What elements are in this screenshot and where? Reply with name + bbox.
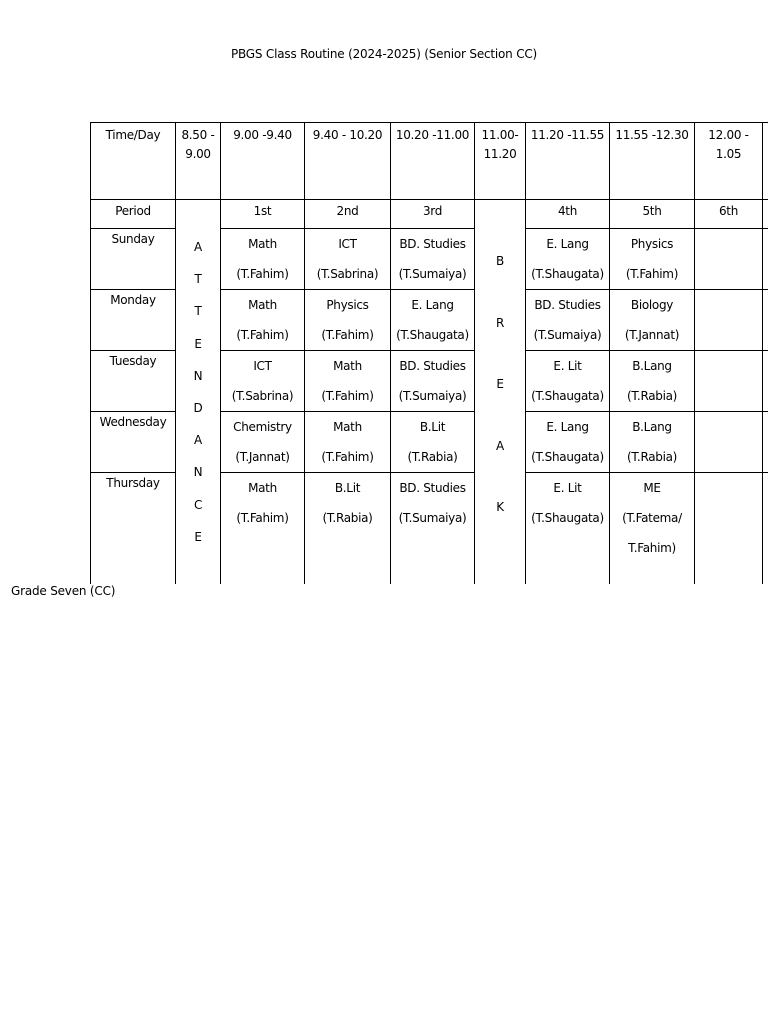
time-header-row xyxy=(91,123,768,200)
break-letter: B xyxy=(496,254,504,268)
teacher-name: T.Fahim) xyxy=(628,541,676,555)
lesson-cell xyxy=(695,412,763,473)
subject-name: BD. Studies xyxy=(399,237,466,251)
lesson-cell xyxy=(526,229,610,290)
routine-table-body xyxy=(91,123,768,585)
overflow-cell xyxy=(763,412,768,473)
subject-name: B.Lang xyxy=(632,359,672,373)
attendance-letter: D xyxy=(193,401,203,416)
attendance-letter: N xyxy=(193,465,203,480)
time-slot-label: 8.50 - 9.00 xyxy=(181,128,215,161)
period-header xyxy=(391,200,475,229)
subject-name: E. Lang xyxy=(546,237,589,251)
time-slot-header xyxy=(695,123,763,200)
period-header xyxy=(221,200,305,229)
time-slot-header xyxy=(610,123,695,200)
lesson-cell xyxy=(695,290,763,351)
lesson-cell xyxy=(305,229,391,290)
teacher-name: (T.Rabia) xyxy=(626,450,678,464)
teacher-name: (T.Rabia) xyxy=(322,511,373,525)
subject-name: Math xyxy=(248,237,277,251)
time-slot-label: 11.20 -11.55 xyxy=(530,128,605,142)
attendance-column xyxy=(176,200,221,585)
teacher-name: (T.Shaugata) xyxy=(531,511,604,525)
lesson-cell xyxy=(391,229,475,290)
lesson-cell xyxy=(610,412,695,473)
subject-name: B.Lang xyxy=(632,420,672,434)
subject-name: ICT xyxy=(338,237,357,251)
lesson-cell xyxy=(610,351,695,412)
period-label: 4th xyxy=(557,204,578,218)
subject-name: Math xyxy=(248,481,277,495)
time-slot-label: 11.00- 11.20 xyxy=(481,128,519,161)
subject-name: Math xyxy=(333,359,362,373)
break-letter: A xyxy=(496,438,504,453)
time-slot-label: 10.20 -11.00 xyxy=(395,128,470,142)
attendance-letter: E xyxy=(194,529,202,544)
subject-name: E. Lang xyxy=(546,420,589,434)
overflow-cell xyxy=(763,290,768,351)
subject-name: ME xyxy=(643,481,661,495)
subject-name: ICT xyxy=(253,359,272,373)
lesson-cell xyxy=(526,473,610,585)
lesson-cell xyxy=(221,412,305,473)
attendance-letter: E xyxy=(194,336,202,351)
overflow-cell xyxy=(763,229,768,290)
time-slot-header xyxy=(475,123,526,200)
lesson-cell xyxy=(305,290,391,351)
teacher-name: (T.Sumaiya) xyxy=(398,511,467,525)
teacher-name: (T.Sabrina) xyxy=(231,389,294,403)
time-slot-label: 11.55 -12.30 xyxy=(615,128,689,142)
lesson-cell xyxy=(221,351,305,412)
time-day-header xyxy=(91,123,176,200)
lesson-cell xyxy=(391,412,475,473)
lesson-cell xyxy=(526,351,610,412)
lesson-cell xyxy=(305,351,391,412)
subject-name: BD. Studies xyxy=(534,298,601,312)
lesson-cell xyxy=(610,473,695,585)
day-cell xyxy=(91,290,176,351)
time-slot-label: 12.00 - 1.05 xyxy=(708,128,749,161)
lesson-cell xyxy=(221,229,305,290)
teacher-name: (T.Fahim) xyxy=(236,511,289,525)
period-row xyxy=(91,200,768,229)
break-letters xyxy=(475,200,525,539)
attendance-letter: T xyxy=(194,272,202,287)
teacher-name: (T.Fahim) xyxy=(625,267,679,281)
time-slot-label: 9.40 - 10.20 xyxy=(312,128,383,142)
period-label: Period xyxy=(115,204,151,218)
period-label: 3rd xyxy=(422,204,443,218)
routine-table-container xyxy=(90,122,768,584)
overflow-cell xyxy=(763,200,768,229)
period-header xyxy=(610,200,695,229)
period-label-cell xyxy=(91,200,176,229)
period-label: 5th xyxy=(642,204,662,218)
teacher-name: (T.Shaugata) xyxy=(531,389,604,403)
overflow-cell xyxy=(763,351,768,412)
break-letter: R xyxy=(495,315,505,330)
time-slot-header xyxy=(526,123,610,200)
attendance-letter: A xyxy=(194,433,202,448)
period-header xyxy=(305,200,391,229)
lesson-cell xyxy=(305,473,391,585)
attendance-letter: C xyxy=(193,497,203,512)
time-slot-header xyxy=(391,123,475,200)
overflow-cell xyxy=(763,473,768,585)
teacher-name: (T.Fahim) xyxy=(321,328,374,342)
subject-name: E. Lang xyxy=(411,298,454,312)
lesson-cell xyxy=(695,229,763,290)
day-cell xyxy=(91,412,176,473)
teacher-name: (T.Sumaiya) xyxy=(398,389,467,403)
teacher-name: (T.Fahim) xyxy=(321,450,374,464)
subject-name: BD. Studies xyxy=(399,359,466,373)
lesson-cell xyxy=(610,290,695,351)
subject-name: E. Lit xyxy=(553,359,582,373)
lesson-cell xyxy=(526,290,610,351)
time-slot-header xyxy=(176,123,221,200)
break-letter: K xyxy=(496,500,504,514)
subject-name: Biology xyxy=(630,298,674,312)
subject-name: Math xyxy=(333,420,362,434)
grade-label: Grade Seven (CC) xyxy=(11,584,116,598)
routine-table xyxy=(90,122,768,584)
teacher-name: (T.Rabia) xyxy=(626,389,678,403)
attendance-letters xyxy=(176,200,220,553)
lesson-cell xyxy=(695,473,763,585)
overflow-cell xyxy=(763,123,768,200)
teacher-name: (T.Fahim) xyxy=(236,328,289,342)
lesson-cell xyxy=(526,412,610,473)
period-label: 2nd xyxy=(336,204,359,218)
lesson-cell xyxy=(221,473,305,585)
lesson-cell xyxy=(695,351,763,412)
time-slot-label: 9.00 -9.40 xyxy=(233,128,292,142)
teacher-name: (T.Fahim) xyxy=(321,389,374,403)
time-slot-header xyxy=(221,123,305,200)
teacher-name: (T.Fahim) xyxy=(236,267,289,281)
subject-name: E. Lit xyxy=(553,481,582,495)
day-cell xyxy=(91,229,176,290)
break-letter: E xyxy=(496,377,504,391)
time-slot-header xyxy=(305,123,391,200)
attendance-letter: N xyxy=(193,368,203,383)
period-label: 6th xyxy=(718,204,739,218)
subject-name: B.Lit xyxy=(334,481,361,495)
teacher-name: (T.Rabia) xyxy=(407,450,458,464)
page-title: PBGS Class Routine (2024-2025) (Senior Section CC) xyxy=(230,47,538,61)
lesson-cell xyxy=(305,412,391,473)
day-label: Monday xyxy=(110,293,156,307)
time-slot-label: Time/Day xyxy=(105,128,161,142)
day-label: Tuesday xyxy=(109,354,157,368)
break-column xyxy=(475,200,526,585)
day-cell xyxy=(91,351,176,412)
subject-name: Math xyxy=(248,298,277,312)
teacher-name: (T.Jannat) xyxy=(624,328,680,342)
lesson-cell xyxy=(610,229,695,290)
teacher-name: (T.Jannat) xyxy=(235,450,290,464)
day-label: Wednesday xyxy=(99,415,167,429)
teacher-name: (T.Shaugata) xyxy=(531,450,604,464)
period-header xyxy=(695,200,763,229)
subject-name: Chemistry xyxy=(233,420,292,434)
teacher-name: (T.Fatema/ xyxy=(622,511,682,525)
teacher-name: (T.Sumaiya) xyxy=(398,267,467,281)
teacher-name: (T.Shaugata) xyxy=(531,267,604,281)
teacher-name: (T.Sabrina) xyxy=(316,267,379,281)
lesson-cell xyxy=(391,290,475,351)
period-label: 1st xyxy=(253,204,272,218)
attendance-letter: A xyxy=(194,240,202,254)
lesson-cell xyxy=(221,290,305,351)
subject-name: BD. Studies xyxy=(399,481,466,495)
subject-name: B.Lit xyxy=(419,420,446,434)
subject-name: Physics xyxy=(326,298,369,312)
subject-name: Physics xyxy=(630,237,674,251)
day-label: Sunday xyxy=(111,232,155,246)
day-cell xyxy=(91,473,176,585)
attendance-letter: T xyxy=(194,304,202,319)
lesson-cell xyxy=(391,351,475,412)
teacher-name: (T.Shaugata) xyxy=(396,328,469,342)
period-header xyxy=(526,200,610,229)
lesson-cell xyxy=(391,473,475,585)
teacher-name: (T.Sumaiya) xyxy=(533,328,602,342)
day-label: Thursday xyxy=(106,476,160,490)
